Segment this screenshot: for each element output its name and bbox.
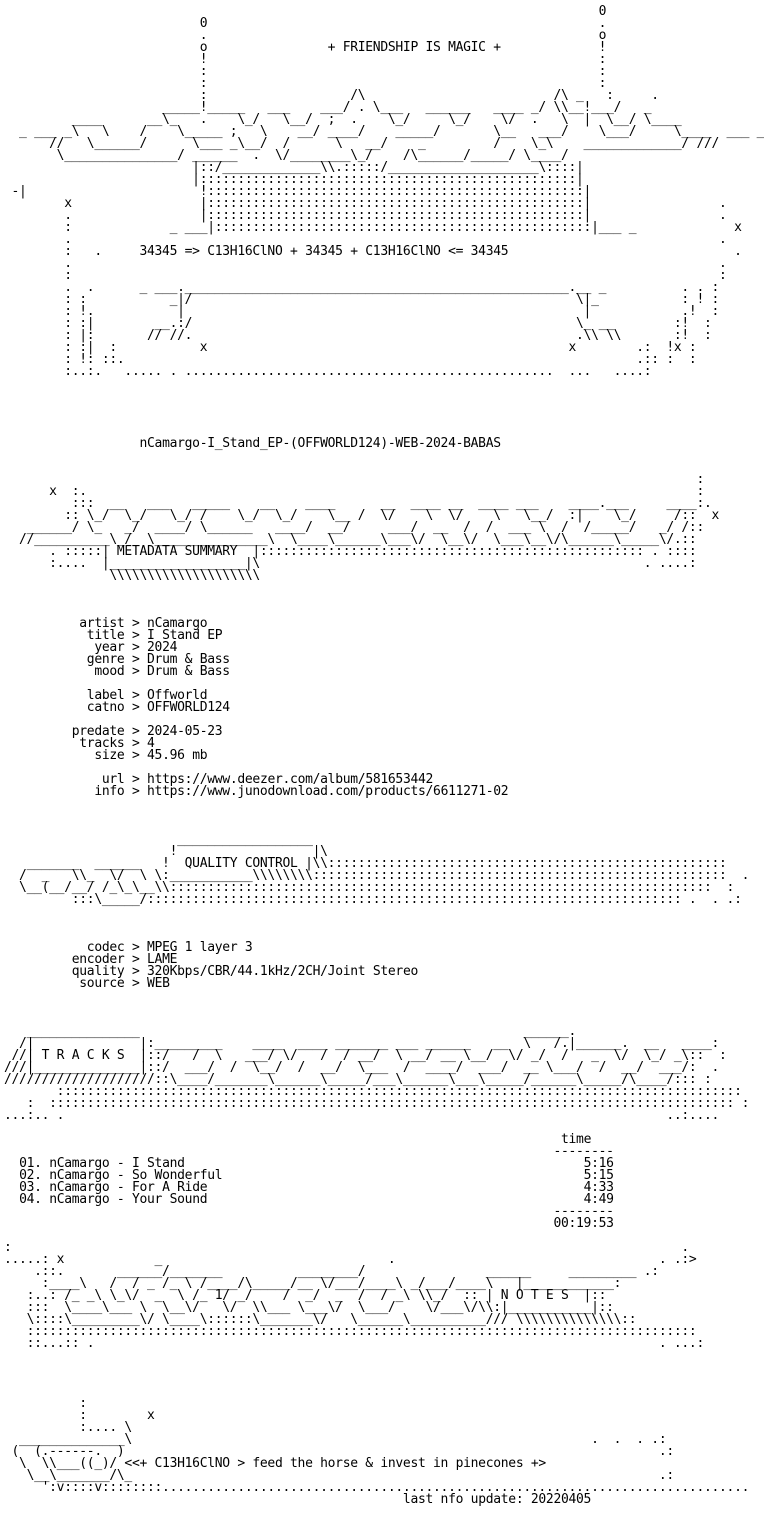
tracks-banner-line: : ::::::::::::::::::::::::::::::::::::::::::::::::::::::::::::::::::::::::::::::::::::::::::: : (4, 1096, 750, 1111)
field-label: url (101, 772, 125, 787)
track-name: nCamargo - Your Sound (49, 1192, 208, 1207)
field-label: mood (94, 664, 125, 679)
metadata-field-row: predate > 2024-05-23 (71, 724, 223, 739)
footer-art-line: ':v::::v::::::::.............................................................................. (4, 1480, 750, 1495)
field-value: I Stand EP (147, 628, 223, 643)
metadata-field-row: url > https://www.deezer.com/album/581653442 (101, 772, 434, 787)
track-number: 03. (19, 1180, 42, 1195)
header-art-line: 0 . (4, 16, 607, 31)
formula-box-line: : . 34345 => C13H16ClNO + 34345 + C13H16ClNO <= 34345 . (4, 244, 742, 259)
footer-art-line: : x (4, 1408, 155, 1423)
notes-banner-line: ::...:: . . ...: (4, 1336, 704, 1351)
notes-banner-line: :..: /_ _\ \_\/ _ \ /_ 1/ _/ / _/ _ / / _\ \\_/ :: | N O T E S |:: (4, 1288, 607, 1303)
footer-art-line: \ \\___((_)/ <<+ C13H16ClNO > feed the horse & invest in pinecones +> (4, 1456, 546, 1471)
header-art-line: . o (4, 28, 607, 43)
field-label: info (94, 784, 125, 799)
header-art-line: : /\ /\ _ : . (4, 88, 659, 103)
release-name: nCamargo-I_Stand_EP-(OFFWORLD124)-WEB-2024-BABAS (139, 436, 501, 451)
formula-box-line: : : _|/ \|_ : ! : (4, 292, 720, 307)
field-label: quality (71, 964, 125, 979)
header-art-line: \_______________/ ______ . \/________\_/ /\______/_____/ \____/ (4, 148, 569, 163)
track-number: 01. (19, 1156, 42, 1171)
track-name: nCamargo - For A Ride (49, 1180, 208, 1195)
metadata-banner-line: \\\\\\\\\\\\\\\\\\\\ (4, 568, 260, 583)
field-value: Drum & Bass (147, 652, 230, 667)
metadata-field-row: size > 45.96 mb (94, 748, 208, 763)
metadata-field-row: mood > Drum & Bass (94, 664, 230, 679)
header-art-line: : _ ___|::::::::::::::::::::::::::::::::::::::::::::::::::|___ _ x (4, 220, 742, 235)
field-value: LAME (147, 952, 178, 967)
tracks-banner (4, 1026, 764, 1122)
header-art-line: |::/_____________\\.:::::/____________________\::::| (4, 160, 584, 175)
field-value: 2024-05-23 (147, 724, 223, 739)
field-value: OFFWORLD124 (147, 700, 230, 715)
formula-box-line: : !. | | .! : (4, 304, 720, 319)
field-label: genre (86, 652, 125, 667)
metadata-field-row: title > I Stand EP (86, 628, 223, 643)
quality-banner-line: _______ ______ ! QUALITY CONTROL |\\::::::::::::::::::::::::::::::::::::::::::::::::::::: (4, 856, 727, 871)
metadata-field-row: artist > nCamargo (79, 616, 208, 631)
header-art-line: ! : (4, 52, 607, 67)
header-art-line: // \______/ \___ _\__/ / \ __/ _ / \_\ _____________/ /// (4, 136, 720, 151)
track-number: 02. (19, 1168, 42, 1183)
tracks-banner-line: /| |:_________ ____ ____ _______ ___ ______ __ \ /.|______. __ ____: (4, 1036, 720, 1051)
field-label: predate (71, 724, 125, 739)
metadata-field-row: codec > MPEG 1 layer 3 (86, 940, 253, 955)
track-number: 04. (19, 1192, 42, 1207)
header-art-line: _ ___ _\ \ / \_____ ; \ __/ ____/ _____/ \__ ___/ \___/ \____ ___ _ (4, 124, 764, 139)
quality-banner-line: __________________ (4, 832, 313, 847)
header-art-line: : : (4, 76, 607, 91)
field-value: 2024 (147, 640, 178, 655)
tracks-list (4, 1158, 764, 1206)
metadata-banner-line: x :. : (4, 484, 704, 499)
track-time: 4:33 (583, 1180, 614, 1195)
field-label: source (79, 976, 125, 991)
formula-box-line: . . (4, 256, 727, 271)
tracks-banner-line: ::::::::::::::::::::::::::::::::::::::::::::::::::::::::::::::::::::::::::::::::::::::::::: (4, 1084, 742, 1099)
field-label: catno (86, 700, 125, 715)
tracks-time-header: time (560, 1132, 592, 1147)
field-value: 320Kbps/CBR/44.1kHz/2CH/Joint Stereo (147, 964, 418, 979)
nfo-document (4, 6, 764, 1506)
field-value: nCamargo (147, 616, 208, 631)
metadata-field-row: label > Offworld (86, 688, 208, 703)
metadata-summary-banner (4, 474, 764, 582)
notes-banner-line: ::::::::::::::::::::::::::::::::::::::::::::::::::::::::::::::::::::::::::::::::::::::::: (4, 1324, 697, 1339)
footer-art-line: \__\_______/\_ .: (4, 1468, 674, 1483)
header-art-line: o + FRIENDSHIP IS MAGIC + ! (4, 40, 607, 55)
header-art-line: ____ __\_ . \_/ \__/ ; . \_/ \_/ \/ . \ | \__/ \____ (4, 112, 682, 127)
formula-box-line: : : (4, 268, 727, 283)
metadata-banner-line: //__________\_/ \_______________\ \____\______\___\/ \__\/ \___\__\/\______\_____\/.:: (4, 532, 697, 547)
notes-banner-line: : . (4, 1240, 689, 1255)
last-update: last nfo update: 20220405 (402, 1492, 592, 1507)
header-ascii-art (4, 6, 764, 234)
metadata-banner-line: :: \_/ \_/ \_/ / \_/ \_/ \__ / \/ \ \/ \ \__/ :| \_/ /:: x (4, 508, 720, 523)
formula-box-line: : :| : x x .: !x : (4, 340, 697, 355)
formula-box-line: . . _ ___.___________________________________________________.__ _ . . : (4, 280, 720, 295)
quality-banner-line: ! |\ (4, 844, 328, 859)
field-value: MPEG 1 layer 3 (147, 940, 253, 955)
quality-banner-line: \__(__/__/ /_\_\__\\:::::::::::::::::::::::::::::::::::::::::::::::::::::::::::::::::::::::: : (4, 880, 735, 895)
notes-banner-line: :____\ / / _ /_ \ /____/\_____/__ \/___/____\ _/___/____\ |____________: (4, 1276, 622, 1291)
field-value: Offworld (147, 688, 208, 703)
footer-art-line: : (4, 1396, 87, 1411)
field-label: title (86, 628, 125, 643)
track-time: 5:16 (583, 1156, 614, 1171)
release-name-line (4, 438, 764, 450)
metadata-banner-line: . :::::| METADATA SUMMARY |::::::::::::::::::::::::::::::::::::::::::::::::::: . :::: (4, 544, 697, 559)
notes-banner-line: .::. ______/_______ ________/ ______ _________ .: (4, 1264, 659, 1279)
metadata-banner-line: ::: __ ___ _____ __ ____ __ ____ __ ____ ___ ____.___ ____:. (4, 496, 712, 511)
field-value: Drum & Bass (147, 664, 230, 679)
formula-box-line: . . (4, 232, 727, 247)
metadata-field-row: source > WEB (79, 976, 170, 991)
track-name: nCamargo - So Wonderful (49, 1168, 223, 1183)
last-update-line (4, 1494, 764, 1506)
tracks-banner-line: //| T R A C K S |::/ / \ ___/ \/ / / __/ \ __/ __ \__/ \/ _/ / _ \/ \_/ _\:: : (4, 1048, 727, 1063)
notes-banner-line: .....: x _ . . .:> (4, 1252, 697, 1267)
field-value: WEB (147, 976, 170, 991)
formula-ascii-box (4, 234, 764, 378)
metadata-field-row: tracks > 4 (79, 736, 155, 751)
header-art-line: : : (4, 64, 607, 79)
metadata-field-row: encoder > LAME (71, 952, 178, 967)
tracks-divider-bottom: -------- (4, 1204, 614, 1219)
footer-art-line: ( (.------. ) .: (4, 1444, 674, 1459)
footer-art-line: :.... \ (4, 1420, 132, 1435)
header-art-line: 0 (4, 4, 607, 19)
formula-box-line: : :| __.:/ \_ __ :! : (4, 316, 712, 331)
tracks-total-time: 00:19:53 (553, 1216, 614, 1231)
tracks-divider-top: -------- (4, 1144, 614, 1159)
field-label: codec (86, 940, 125, 955)
header-art-line: . |::::::::::::::::::::::::::::::::::::::::::::::::::| . (4, 208, 727, 223)
metadata-field-row: genre > Drum & Bass (86, 652, 230, 667)
metadata-field-row: catno > OFFWORLD124 (86, 700, 230, 715)
metadata-summary-fields (4, 618, 764, 798)
formula-box-line: :..:. ..... . ................................................. ... ....: (4, 364, 652, 379)
field-label: tracks (79, 736, 125, 751)
formula-box-line: : |: // //. .\\ \\ :! : (4, 328, 712, 343)
field-value: 4 (147, 736, 155, 751)
header-art-line: _____!_____ ___ ___/ . \___ ______ ____ _/ \\__!___/ _ (4, 100, 652, 115)
metadata-field-row: year > 2024 (94, 640, 178, 655)
notes-banner-line: \::::\_________\/ \____\::::::\_______\/ \______\__________/// \\\\\\\\\\\\\\:: (4, 1312, 637, 1327)
field-label: artist (79, 616, 125, 631)
tracks-banner-line: ////////////////////::\____/_______\______\_____/___\______\___\_____/______\_____/\____/::: : (4, 1072, 712, 1087)
field-label: year (94, 640, 125, 655)
track-name: nCamargo - I Stand (49, 1156, 185, 1171)
notes-banner-line: ::: \____\___ \ \__\/ \/ \\___ \___\/ \___/ \/___\/\\:|___________|:: (4, 1300, 614, 1315)
header-art-line: x |::::::::::::::::::::::::::::::::::::::::::::::::::| . (4, 196, 727, 211)
field-value: https://www.deezer.com/album/581653442 (147, 772, 434, 787)
header-art-line: |::::::::::::::::::::::::::::::::::::::::::::::::::| (4, 172, 584, 187)
tracks-banner-line: _______________ ______. (4, 1024, 727, 1039)
metadata-banner-line: :.... |__________________|\ . ....: (4, 556, 697, 571)
footer-ascii-art (4, 1398, 764, 1494)
header-art-line: -| !::::::::::::::::::::::::::::::::::::::::::::::::::| (4, 184, 592, 199)
track-time: 4:49 (583, 1192, 614, 1207)
field-label: label (86, 688, 125, 703)
track-time: 5:15 (583, 1168, 614, 1183)
field-value: https://www.junodownload.com/products/6611271-02 (147, 784, 509, 799)
field-label: size (94, 748, 125, 763)
field-label: encoder (71, 952, 125, 967)
metadata-field-row: quality > 320Kbps/CBR/44.1kHz/2CH/Joint Stereo (71, 964, 418, 979)
metadata-banner-line: : (4, 472, 704, 487)
metadata-banner-line: ______/ \_ _/ ____/ \______ ____/ __/ ___/ __ / / ___ \ / /_____/ _/ /:: (4, 520, 704, 535)
metadata-field-row: info > https://www.junodownload.com/products/6611271-02 (94, 784, 509, 799)
quality-banner-line: / _ \\_ \/ \ \:___________\\\\\\\\::::::::::::::::::::::::::::::::::::::::::::::::::::::: . (4, 868, 750, 883)
quality-banner-line: :::\_____/::::::::::::::::::::::::::::::::::::::::::::::::::::::::::::::::::::::: . . .: (4, 892, 742, 907)
quality-control-fields (4, 942, 764, 990)
quality-control-banner (4, 834, 764, 906)
tracks-total-line (4, 1218, 764, 1230)
footer-art-line: ______________\ . . . .: (4, 1432, 667, 1447)
notes-banner (4, 1242, 764, 1350)
tracks-banner-line: ...:.. . ..:.... (4, 1108, 720, 1123)
formula-box-line: : !: ::. .:: : : (4, 352, 697, 367)
tracks-banner-line: ///|______________|::/ ___/ / \__/ / __/ \___ / ____/ ___/ __ \___/ / __/ ___/: . (4, 1060, 720, 1075)
field-value: 45.96 mb (147, 748, 208, 763)
